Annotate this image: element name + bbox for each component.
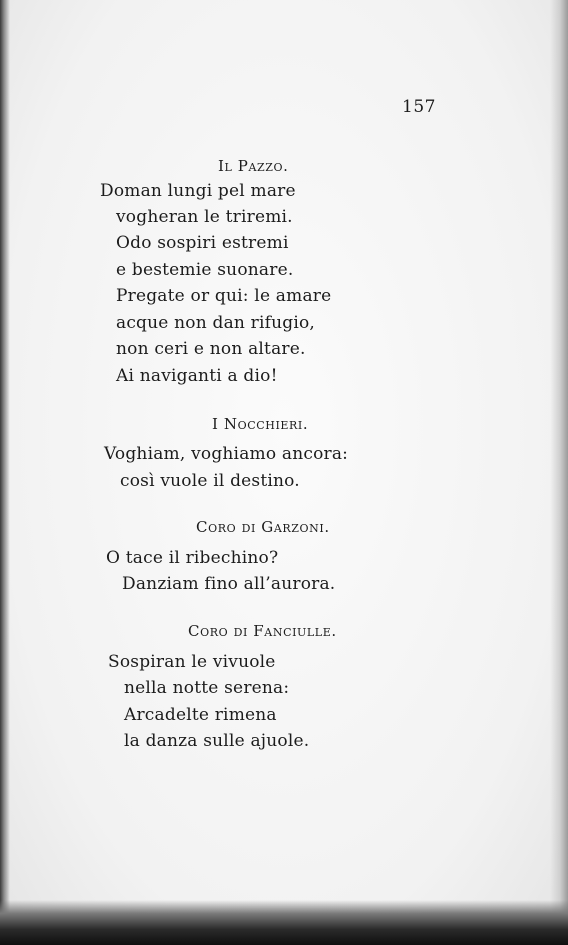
- poem-line: e bestemie suonare.: [116, 260, 294, 280]
- section-heading-coro-di-fanciulle: Coro di Fanciulle.: [188, 622, 337, 640]
- poem-line: Arcadelte rimena: [124, 705, 277, 725]
- poem-line: non ceri e non altare.: [116, 339, 306, 359]
- section-heading-il-pazzo: Il Pazzo.: [218, 157, 289, 175]
- poem-line: O tace il ribechino?: [106, 548, 279, 568]
- page-left-shadow: [0, 0, 10, 945]
- poem-line: Pregate or qui: le amare: [116, 286, 332, 306]
- page-number: 157: [402, 97, 436, 117]
- section-heading-coro-di-garzoni: Coro di Garzoni.: [196, 518, 330, 536]
- section-heading-i-nocchieri: I Nocchieri.: [212, 415, 309, 433]
- poem-line: Danziam fino all’aurora.: [122, 574, 336, 594]
- poem-line: così vuole il destino.: [120, 471, 300, 491]
- poem-line: vogheran le triremi.: [116, 207, 293, 227]
- poem-line: Odo sospiri estremi: [116, 233, 289, 253]
- poem-line: Voghiam, voghiamo ancora:: [104, 444, 349, 464]
- poem-line: Ai naviganti a dio!: [116, 366, 278, 386]
- poem-line: acque non dan rifugio,: [116, 313, 316, 333]
- poem-line: Doman lungi pel mare: [100, 181, 296, 201]
- page-bottom-shadow: [0, 900, 568, 945]
- poem-line: nella notte serena:: [124, 678, 290, 698]
- page-right-shadow: [550, 0, 568, 945]
- poem-line: la danza sulle ajuole.: [124, 731, 310, 751]
- poem-line: Sospiran le vivuole: [108, 652, 276, 672]
